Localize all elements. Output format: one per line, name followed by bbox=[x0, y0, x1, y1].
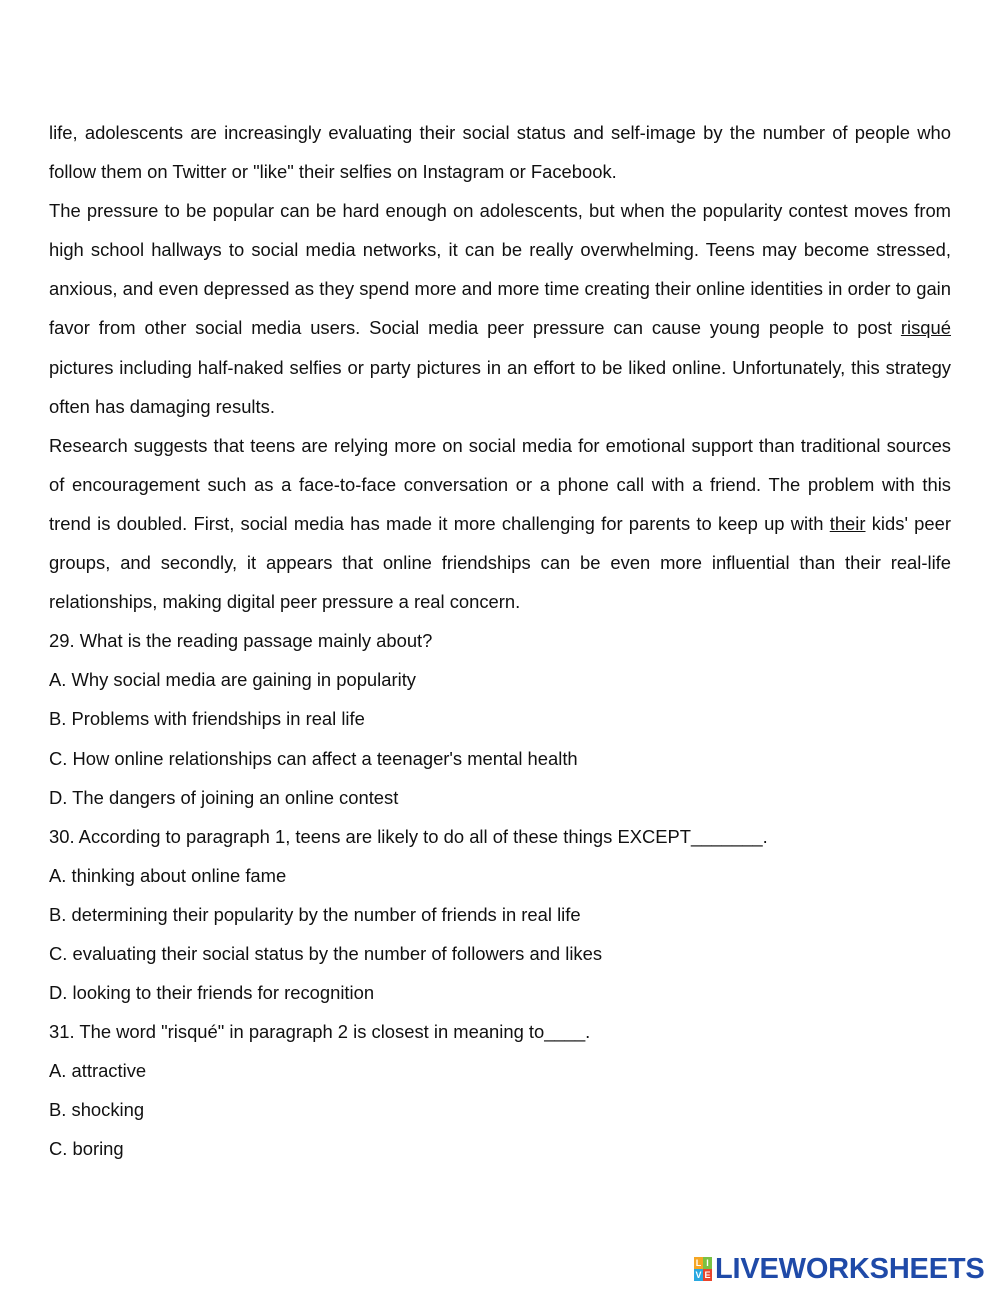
paragraph-2-text-before: The pressure to be popular can be hard enough on adolescents, but when the popularity contest moves from high school hallways to social media networks, it can be really overwhelming. Teens may become stressed, anxious, and even depressed as they spend more and more time creating their online identities in order to gain favor from other social media users. Social media peer pressure can cause young people to post bbox=[49, 200, 951, 339]
answer-blank: _______. bbox=[691, 825, 768, 847]
logo-text: LIVEWORKSHEETS bbox=[715, 1253, 985, 1285]
liveworksheets-logo bbox=[694, 1252, 985, 1286]
option-text: thinking about online fame bbox=[66, 864, 287, 886]
option-letter: C. bbox=[49, 1138, 68, 1160]
paragraph-2-text-after: pictures including half-naked selfies or party pictures in an effort to be liked online. Unfortunately, this strategy often has damaging results. bbox=[49, 356, 951, 417]
q29-option-b bbox=[49, 699, 951, 738]
option-letter: C. bbox=[49, 942, 68, 964]
paragraph-3-text-after: kids' peer groups, and secondly, it appears that online friendships can be even more influential than their real-life relationships, making digital peer pressure a real concern. bbox=[49, 512, 951, 613]
underlined-word-their: their bbox=[829, 512, 866, 534]
option-letter: B. bbox=[49, 903, 67, 925]
option-letter: B. bbox=[49, 1099, 67, 1121]
worksheet-page bbox=[49, 113, 951, 1169]
question-31 bbox=[49, 1012, 951, 1051]
option-text: evaluating their social status by the number of followers and likes bbox=[67, 942, 603, 964]
passage-paragraph-3 bbox=[49, 426, 951, 621]
question-text-before: The word bbox=[74, 1021, 162, 1043]
question-number: 29. bbox=[49, 630, 75, 652]
q30-option-c bbox=[49, 934, 951, 973]
option-text: shocking bbox=[66, 1099, 145, 1121]
logo-mark-tile: I bbox=[703, 1257, 712, 1269]
option-text: attractive bbox=[66, 1060, 147, 1082]
question-text-after: in paragraph 2 is closest in meaning to____. bbox=[224, 1021, 591, 1043]
q31-option-c bbox=[49, 1129, 951, 1168]
option-letter: B. bbox=[49, 708, 67, 730]
underlined-word-risque: risqué bbox=[900, 317, 951, 339]
q30-option-a bbox=[49, 856, 951, 895]
option-text: Problems with friendships in real life bbox=[66, 708, 365, 730]
liveworksheets-mark-icon bbox=[694, 1257, 712, 1281]
passage-paragraph-1: life, adolescents are increasingly evaluating their social status and self-image by the number of people who follow them on Twitter or "like" their selfies on Instagram or Facebook. bbox=[49, 122, 951, 183]
question-emphasis: EXCEPT bbox=[617, 825, 692, 847]
option-letter: D. bbox=[49, 786, 68, 808]
question-29 bbox=[49, 621, 951, 660]
option-letter: D. bbox=[49, 982, 68, 1004]
q30-option-d bbox=[49, 973, 951, 1012]
logo-mark-tile: E bbox=[704, 1270, 711, 1280]
q31-option-a bbox=[49, 1051, 951, 1090]
question-number: 31. bbox=[49, 1021, 75, 1043]
q30-option-b bbox=[49, 895, 951, 934]
logo-mark-tile: V bbox=[695, 1270, 702, 1280]
option-letter: A. bbox=[49, 864, 67, 886]
option-text: determining their popularity by the number of friends in real life bbox=[66, 903, 581, 925]
option-text: How online relationships can affect a teenager's mental health bbox=[67, 747, 578, 769]
question-30 bbox=[49, 817, 951, 856]
question-text: What is the reading passage mainly about? bbox=[74, 630, 433, 652]
q31-option-b bbox=[49, 1090, 951, 1129]
question-emphasis: "risqué" bbox=[161, 1021, 225, 1043]
paragraph-3-text-before: Research suggests that teens are relying more on social media for emotional support than traditional sources of encouragement such as a face-to-face conversation or a phone call with a friend. The problem with this trend is doubled. First, social media has made it more challenging for parents to keep up with bbox=[49, 434, 951, 534]
option-letter: C. bbox=[49, 747, 68, 769]
q29-option-d bbox=[49, 778, 951, 817]
passage-paragraph-2 bbox=[49, 191, 951, 426]
q29-option-c bbox=[49, 739, 951, 778]
question-number: 30. bbox=[49, 825, 75, 847]
question-text: According to paragraph 1, teens are likely to do all of these things bbox=[74, 825, 618, 847]
option-letter: A. bbox=[49, 669, 67, 691]
option-text: Why social media are gaining in popularity bbox=[66, 669, 416, 691]
option-text: looking to their friends for recognition bbox=[67, 982, 375, 1004]
option-text: The dangers of joining an online contest bbox=[67, 786, 399, 808]
option-text: boring bbox=[67, 1138, 124, 1160]
q29-option-a bbox=[49, 660, 951, 699]
option-letter: A. bbox=[49, 1060, 67, 1082]
logo-mark-tile: L bbox=[695, 1258, 702, 1268]
